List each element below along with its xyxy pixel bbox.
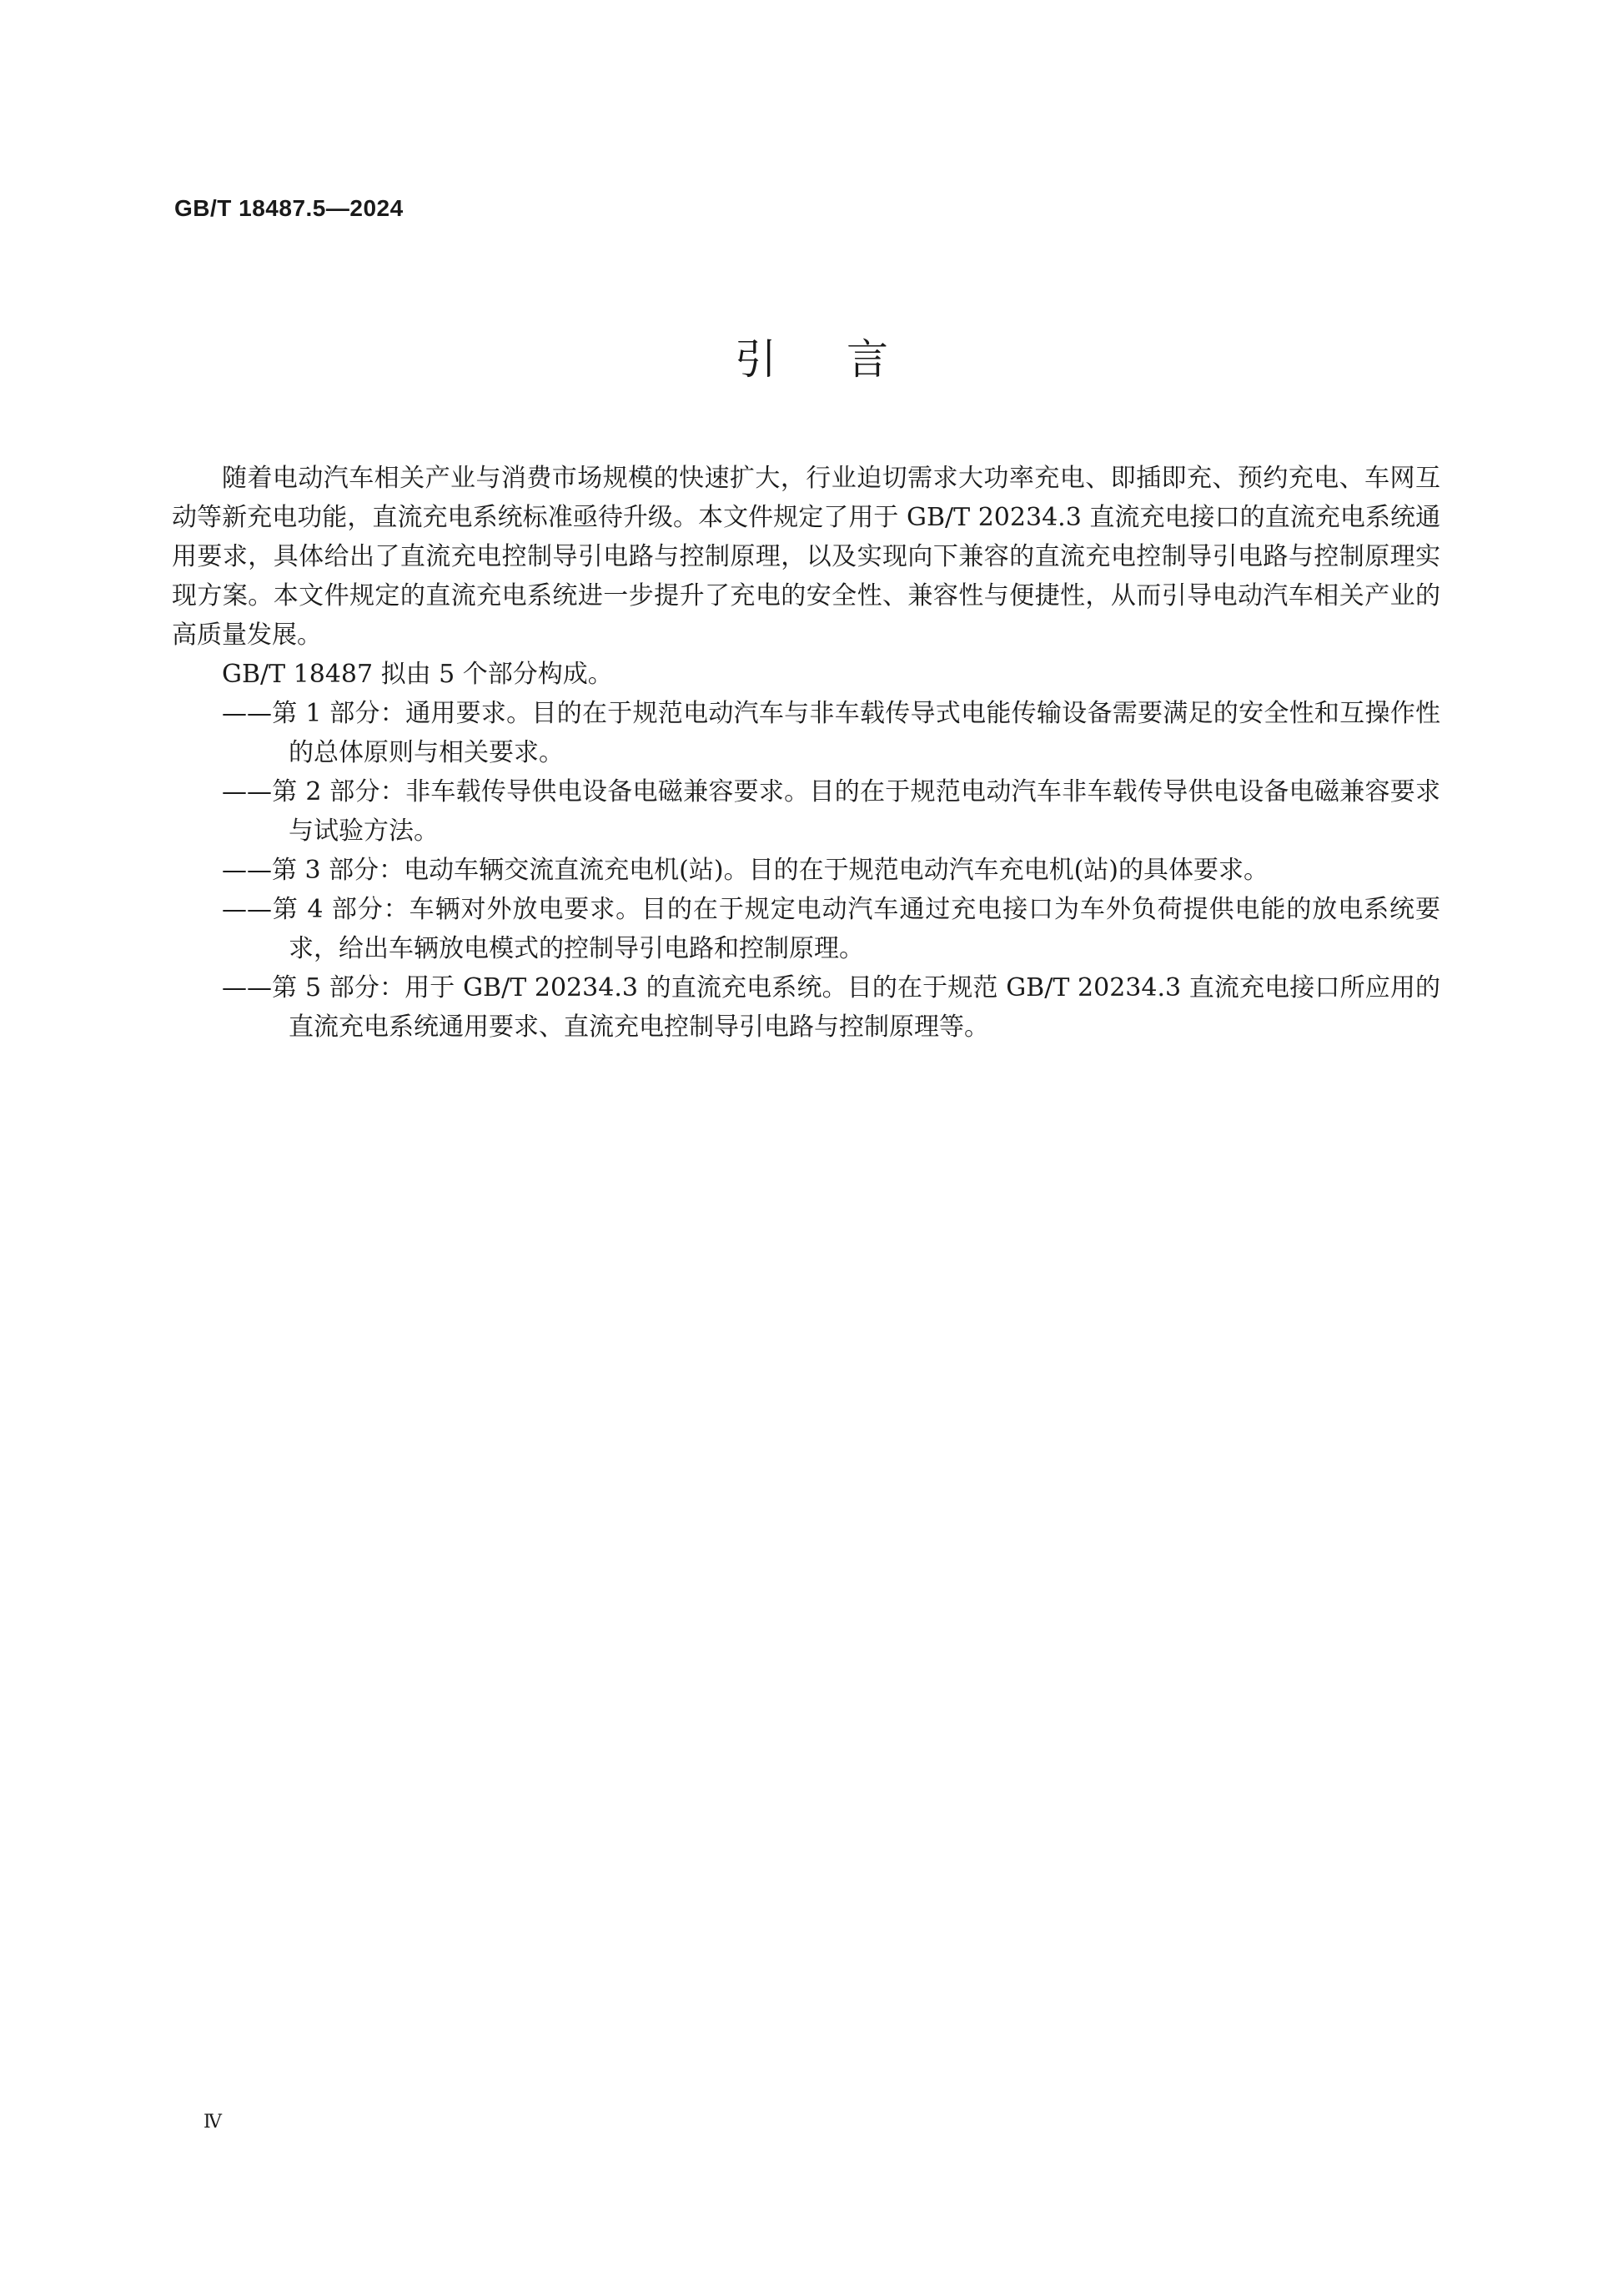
part-5-item: ——第 5 部分：用于 GB/T 20234.3 的直流充电系统。目的在于规范 GB/T 20234.3 直流充电接口所应用的直流充电系统通用要求、直流充电控制导引电路与控制原理等。 — [222, 973, 1440, 1042]
part-1-item: ——第 1 部分：通用要求。目的在于规范电动汽车与非车载传导式电能传输设备需要满足的安全性和互操作性的总体原则与相关要求。 — [222, 699, 1440, 767]
part-2-item: ——第 2 部分：非车载传导供电设备电磁兼容要求。目的在于规范电动汽车非车载传导供电设备电磁兼容要求与试验方法。 — [222, 777, 1440, 846]
section-title: 引言 — [735, 335, 958, 384]
part-4-item: ——第 4 部分：车辆对外放电要求。目的在于规定电动汽车通过充电接口为车外负荷提供电能的放电系统要求，给出车辆放电模式的控制导引电路和控制原理。 — [222, 895, 1440, 963]
document-body — [172, 459, 1440, 1047]
parts-intro-paragraph: GB/T 18487 拟由 5 个部分构成。 — [222, 660, 613, 689]
standard-code: GB/T 18487.5—2024 — [174, 195, 404, 221]
page-number: Ⅳ — [204, 2112, 220, 2133]
intro-paragraph: 随着电动汽车相关产业与消费市场规模的快速扩大，行业迫切需求大功率充电、即插即充、预约充电、车网互动等新充电功能，直流充电系统标准亟待升级。本文件规定了用于 GB/T 20234.3 直流充电接口的直流充电系统通用要求，具体给出了直流充电控制导引电路与控制原理，以及实现向下兼容的直流充电控制导引电路与控制原理实现方案。本文件规定的直流充电系统进一步提升了充电的安全性、兼容性与便捷性，从而引导电动汽车相关产业的高质量发展。 — [172, 464, 1440, 650]
part-3-item: ——第 3 部分：电动车辆交流直流充电机(站)。目的在于规范电动汽车充电机(站)的具体要求。 — [222, 856, 1269, 885]
